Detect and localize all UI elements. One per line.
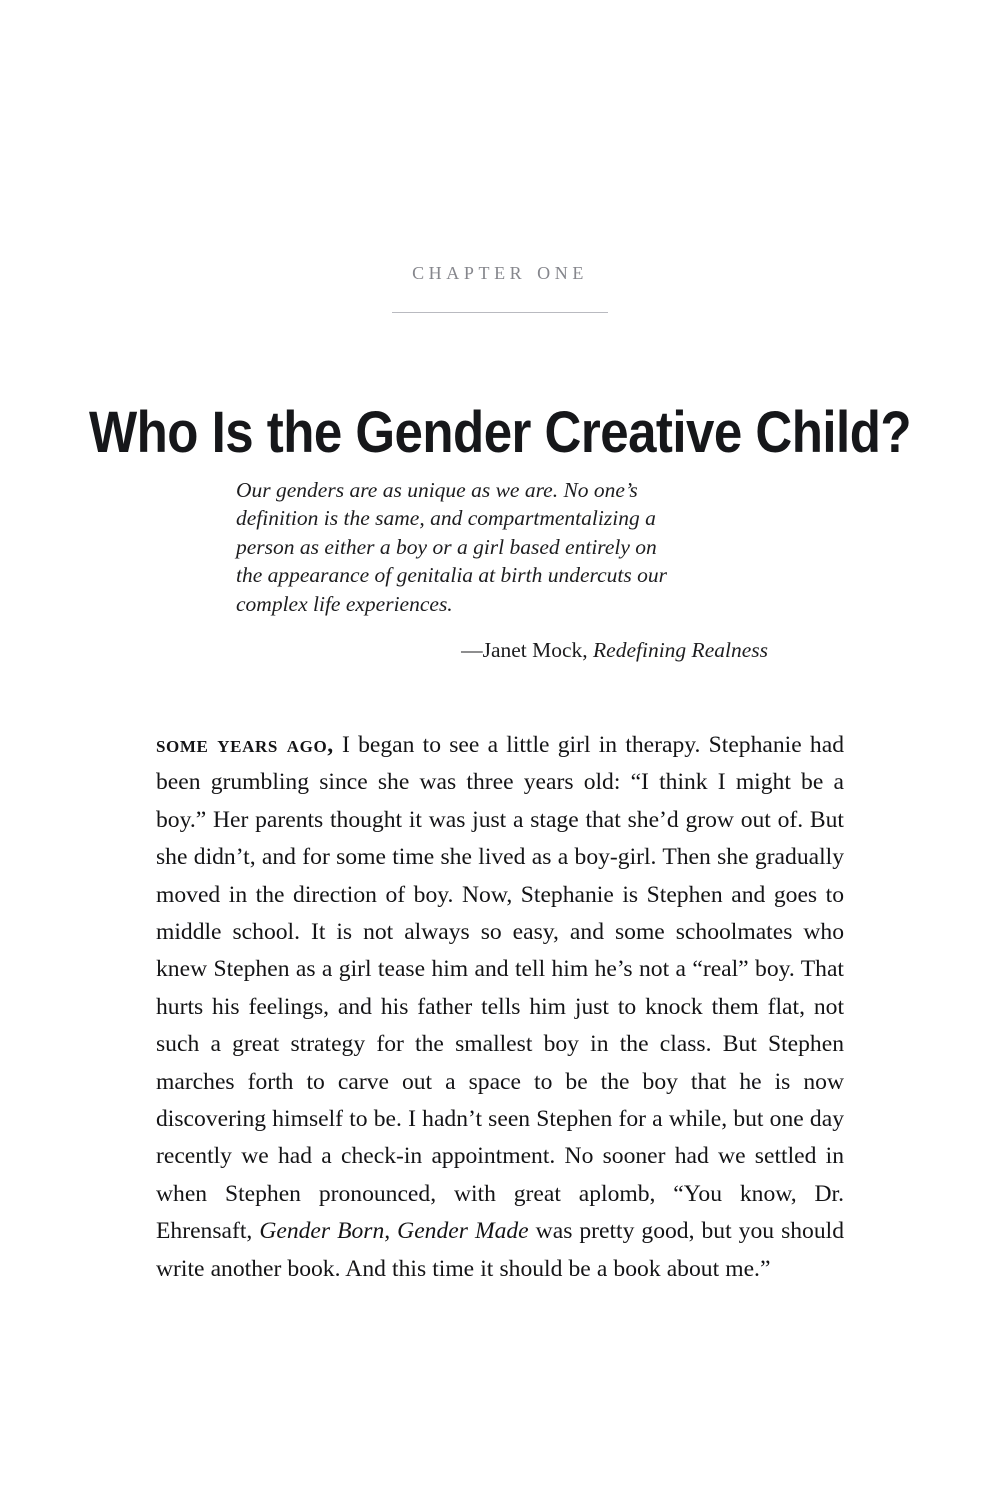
body-text-part-1: I began to see a little girl in therapy. Stephanie had been grumbling since she was three years old: “I think I might be a boy.” Her parents thought it was just a stage that she’d grow out of. But she didn’t, and for some time she lived as a boy-girl. Then she gradually moved in the direction of boy. Now, Stephanie is Stephen and goes to middle school. It is not always so easy, and some schoolmates who knew Stephen as a girl tease him and tell him he’s not a “real” boy. That hurts his feelings, and his father tells him just to knock them flat, not such a great strategy for the smallest boy in the class. But Stephen marches forth to carve out a space to be the boy that he is now discovering himself to be. I hadn’t seen Stephen for a while, but one day recently we had a check-in appointment. No sooner had we settled in when Stephen pronounced, with great aplomb, “You know, Dr. Ehrensaft, — [156, 732, 844, 1245]
epigraph-line-5: complex life experiences. — [236, 591, 453, 616]
epigraph-attribution-author: —Janet Mock, — [461, 638, 594, 663]
epigraph-attribution-work: Redefining Realness — [593, 638, 768, 663]
epigraph-line-2: definition is the same, and compartmentalizing a — [236, 506, 656, 531]
epigraph-line-3: person as either a boy or a girl based entirely on — [236, 534, 657, 559]
body-book-title: Gender Born, Gender Made — [259, 1218, 529, 1245]
body-paragraph — [156, 727, 844, 1288]
chapter-divider-rule — [392, 312, 608, 313]
body-text-block — [156, 727, 844, 1288]
chapter-title: Who Is the Gender Creative Child? — [88, 399, 912, 465]
paragraph-lead-in: some years ago, — [156, 732, 334, 758]
body-text-part-2: was pretty good, but you should write another book. And this time it should be a book about me.” — [156, 1218, 844, 1282]
chapter-eyebrow-label: chapter one — [412, 258, 588, 285]
epigraph-line-4: the appearance of genitalia at birth undercuts our — [236, 563, 667, 588]
epigraph-block — [236, 476, 768, 664]
epigraph-attribution — [236, 636, 768, 664]
chapter-eyebrow-container — [0, 258, 1000, 286]
epigraph-quote — [236, 476, 736, 618]
epigraph-line-1: Our genders are as unique as we are. No one’s — [236, 478, 638, 502]
